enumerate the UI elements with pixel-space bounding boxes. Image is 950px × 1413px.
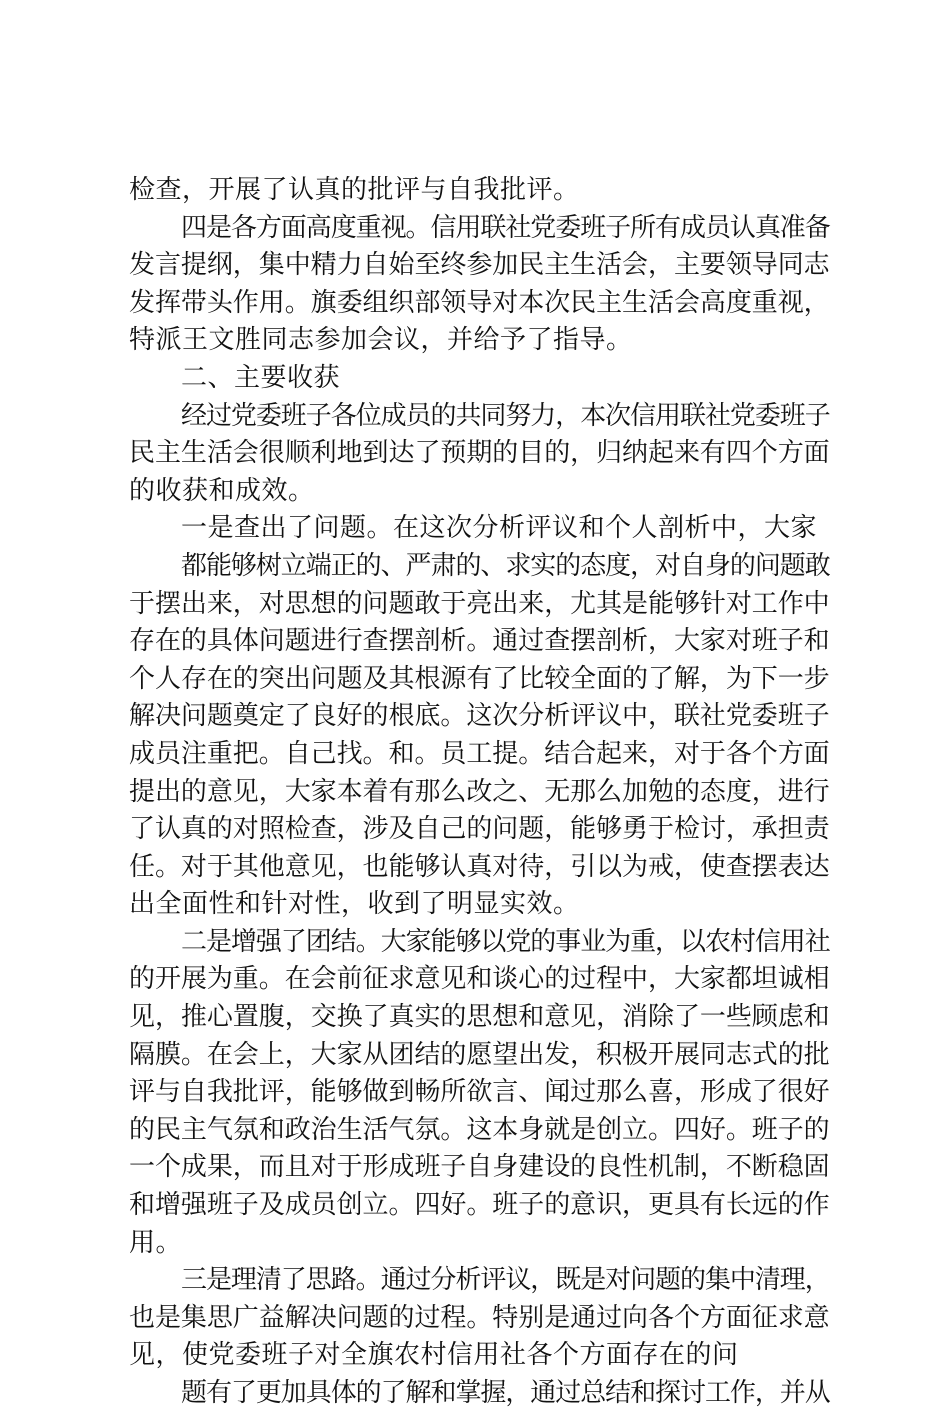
text-line: 一个成果，而且对于形成班子自身建设的良性机制，不断稳固	[129, 1152, 830, 1183]
text-line: 四是各方面高度重视。信用联社党委班子所有成员认真准备	[181, 212, 830, 243]
text-line: 于摆出来，对思想的问题敢于亮出来，尤其是能够针对工作中	[129, 588, 830, 619]
text-line: 任。对于其他意见，也能够认真对待，引以为戒，使查摆表达	[129, 851, 830, 882]
text-line: 的收获和成效。	[129, 475, 315, 506]
text-line: 存在的具体问题进行查摆剖析。通过查摆剖析，大家对班子和	[129, 626, 830, 657]
text-line: 一是查出了问题。在这次分析评议和个人剖析中，大家	[181, 513, 818, 544]
text-line: 隔膜。在会上，大家从团结的愿望出发，积极开展同志式的批	[129, 1039, 830, 1070]
text-line: 民主生活会很顺利地到达了预期的目的，归纳起来有四个方面	[129, 438, 830, 469]
text-line: 评与自我批评，能够做到畅所欲言、闻过那么喜，形成了很好	[129, 1077, 830, 1108]
text-line: 特派王文胜同志参加会议，并给予了指导。	[129, 325, 633, 356]
text-line: 都能够树立端正的、严肃的、求实的态度，对自身的问题敢	[181, 550, 830, 581]
text-line: 也是集思广益解决问题的过程。特别是通过向各个方面征求意	[129, 1302, 830, 1333]
text-line: 的民主气氛和政治生活气氛。这本身就是创立。四好。班子的	[129, 1114, 830, 1145]
text-line: 提出的意见，大家本着有那么改之、无那么加勉的态度，进行	[129, 776, 830, 807]
text-line: 二、主要收获	[181, 362, 341, 393]
text-line: 的开展为重。在会前征求意见和谈心的过程中，大家都坦诚相	[129, 964, 830, 995]
text-line: 解决问题奠定了良好的根底。这次分析评议中，联社党委班子	[129, 701, 830, 732]
text-line: 见，使党委班子对全旗农村信用社各个方面存在的问	[129, 1340, 739, 1371]
text-line: 经过党委班子各位成员的共同努力，本次信用联社党委班子	[181, 400, 830, 431]
text-line: 成员注重把。自己找。和。员工提。结合起来，对于各个方面	[129, 738, 830, 769]
text-line: 个人存在的突出问题及其根源有了比较全面的了解，为下一步	[129, 663, 830, 694]
text-line: 和增强班子及成员创立。四好。班子的意识，更具有长远的作	[129, 1190, 830, 1221]
text-line: 见，推心置腹，交换了真实的思想和意见，消除了一些顾虑和	[129, 1002, 830, 1033]
document-body	[129, 172, 831, 1413]
text-line: 出全面性和针对性，收到了明显实效。	[129, 889, 580, 920]
text-line: 二是增强了团结。大家能够以党的事业为重，以农村信用社	[181, 926, 830, 957]
text-line: 三是理清了思路。通过分析评议，既是对问题的集中清理，	[181, 1265, 830, 1296]
text-line: 了认真的对照检查，涉及自己的问题，能够勇于检讨，承担责	[129, 814, 830, 845]
text-line: 发挥带头作用。旗委组织部领导对本次民主生活会高度重视，	[129, 287, 830, 318]
text-line: 发言提纲，集中精力自始至终参加民主生活会，主要领导同志	[129, 250, 830, 281]
text-line: 题有了更加具体的了解和掌握，通过总结和探讨工作，并从	[181, 1378, 830, 1408]
text-line: 检查，开展了认真的批评与自我批评。	[129, 175, 580, 205]
text-line: 用。	[129, 1227, 183, 1258]
